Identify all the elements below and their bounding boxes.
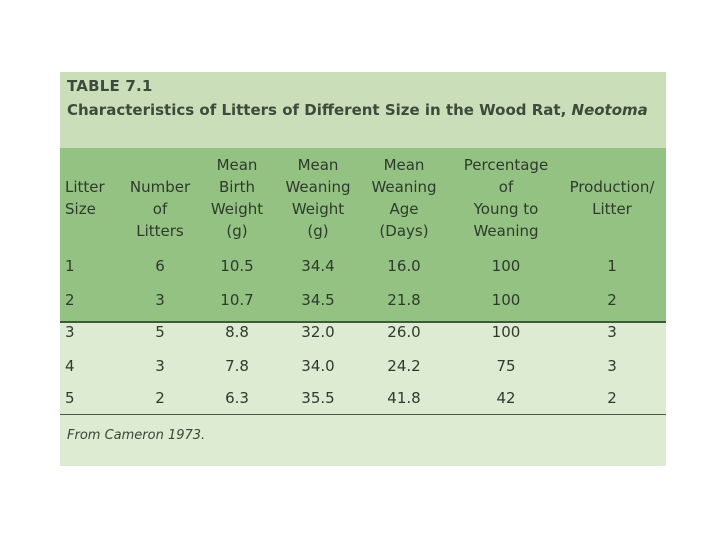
table-bottom-rule <box>60 414 666 415</box>
cell-weaning-weight: 35.5 <box>301 389 335 407</box>
cell-weaning-weight: 34.4 <box>301 257 335 275</box>
cell-birth-weight: 8.8 <box>225 323 249 341</box>
header-litter-size: Litter Size <box>65 178 105 218</box>
cell-percentage-weaning: 100 <box>491 257 521 275</box>
cell-birth-weight: 10.5 <box>220 257 254 275</box>
table-caption-genus: Neotoma <box>571 101 648 119</box>
cell-weaning-weight: 34.0 <box>301 357 335 375</box>
cell-production: 3 <box>607 323 617 341</box>
cell-litter-size: 3 <box>65 323 75 341</box>
header-number-of-litters: Number of Litters <box>129 178 191 240</box>
header-percentage-young-to-weaning: Percentage of Young to Weaning <box>463 156 549 240</box>
cell-production: 2 <box>607 389 617 407</box>
cell-weaning-age: 16.0 <box>387 257 421 275</box>
cell-production: 3 <box>607 357 617 375</box>
cell-weaning-age: 21.8 <box>387 291 421 309</box>
cell-percentage-weaning: 100 <box>491 291 521 309</box>
header-mean-weaning-age: Mean Weaning Age (Days) <box>371 156 437 240</box>
cell-litter-size: 1 <box>65 257 75 275</box>
cell-percentage-weaning: 75 <box>496 357 516 375</box>
cell-number-of-litters: 5 <box>155 323 165 341</box>
cell-weaning-age: 26.0 <box>387 323 421 341</box>
cell-percentage-weaning: 42 <box>496 389 516 407</box>
cell-number-of-litters: 6 <box>155 257 165 275</box>
cell-weaning-weight: 32.0 <box>301 323 335 341</box>
cell-production: 1 <box>607 257 617 275</box>
header-mean-birth-weight: Mean Birth Weight (g) <box>210 156 264 240</box>
cell-number-of-litters: 3 <box>155 357 165 375</box>
cell-litter-size: 5 <box>65 389 75 407</box>
cell-number-of-litters: 3 <box>155 291 165 309</box>
table-source-note: From Cameron 1973. <box>67 428 206 443</box>
header-mean-weaning-weight: Mean Weaning Weight (g) <box>285 156 351 240</box>
cell-litter-size: 2 <box>65 291 75 309</box>
cell-birth-weight: 7.8 <box>225 357 249 375</box>
table-caption-text: Characteristics of Litters of Different Size in the Wood Rat, <box>67 101 572 119</box>
header-production-per-litter: Production/ Litter <box>569 178 655 218</box>
table-number: TABLE 7.1 <box>67 77 153 95</box>
cell-birth-weight: 10.7 <box>220 291 254 309</box>
cell-number-of-litters: 2 <box>155 389 165 407</box>
cell-weaning-weight: 34.5 <box>301 291 335 309</box>
cell-litter-size: 4 <box>65 357 75 375</box>
cell-percentage-weaning: 100 <box>491 323 521 341</box>
cell-weaning-age: 41.8 <box>387 389 421 407</box>
cell-production: 2 <box>607 291 617 309</box>
cell-birth-weight: 6.3 <box>225 389 249 407</box>
cell-weaning-age: 24.2 <box>387 357 421 375</box>
